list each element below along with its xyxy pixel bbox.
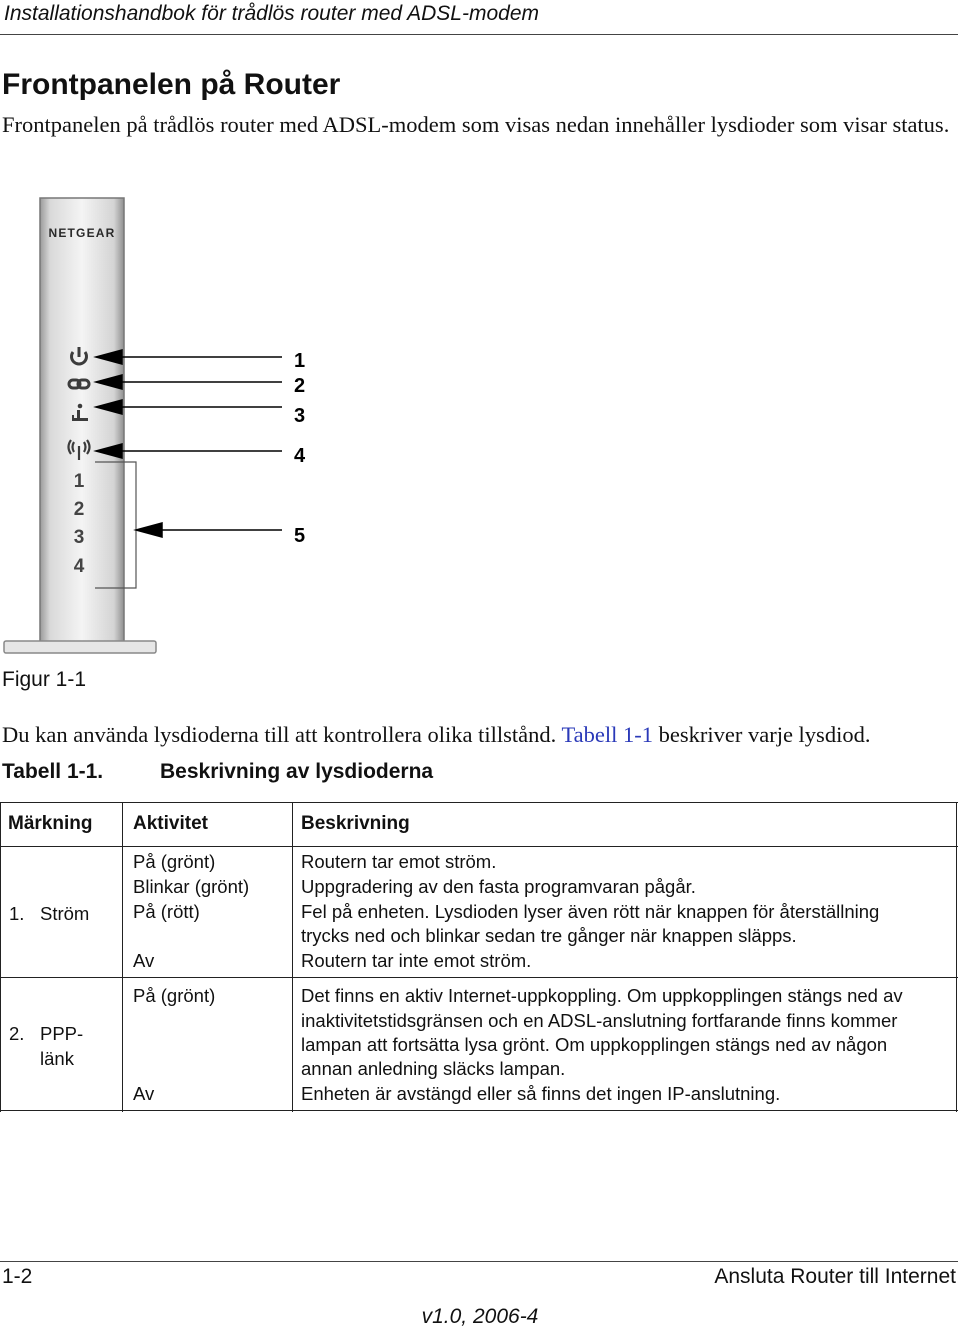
table-rule [0, 802, 1, 1112]
paragraph-text: beskriver varje lysdiod. [653, 722, 871, 747]
row-label-number: 2. [9, 1023, 25, 1044]
column-header-activity: Aktivitet [133, 813, 208, 834]
column-header-label: Märkning [8, 813, 93, 834]
description-line: trycks ned och blinkar sedan tre gånger när knappen släpps. [301, 925, 797, 946]
callout-number: 1 [294, 350, 306, 372]
panel-port-number: 1 [73, 471, 85, 492]
router-front-panel-figure [0, 190, 360, 660]
panel-port-number: 2 [73, 499, 85, 520]
figure-caption: Figur 1-1 [2, 668, 87, 691]
row-label-text: Ström [40, 903, 90, 924]
table-caption-title: Beskrivning av lysdioderna [160, 760, 434, 783]
activity-value: Av [133, 1083, 155, 1104]
activity-value: Blinkar (grönt) [133, 876, 250, 897]
page-number: 1-2 [2, 1265, 33, 1288]
description-line: Uppgradering av den fasta programvaran pågår. [301, 876, 696, 897]
table-rule [0, 802, 958, 803]
table-rule [0, 977, 958, 978]
callout-number: 3 [294, 405, 306, 427]
table-rule [292, 802, 293, 1112]
brand-logo: NETGEAR [48, 226, 116, 240]
table-rule [122, 802, 123, 1112]
running-header: Installationshandbok för trådlös router med ADSL-modem [4, 2, 539, 25]
description-line: Enheten är avstängd eller så finns det ingen IP-anslutning. [301, 1083, 781, 1104]
table-rule [0, 1110, 958, 1111]
row-label-text: länk [40, 1048, 74, 1069]
callout-number: 5 [294, 525, 306, 547]
router-base [4, 641, 156, 653]
description-line: Fel på enheten. Lysdioden lyser även rött när knappen för återställning [301, 901, 880, 922]
callout-number: 4 [294, 445, 306, 467]
activity-value: På (grönt) [133, 985, 216, 1006]
description-line: Det finns en aktiv Internet-uppkoppling. Om uppkopplingen stängs ned av [301, 985, 903, 1006]
table-rule [956, 802, 957, 1112]
paragraph-text: Du kan använda lysdioderna till att kontrollera olika tillstånd. [2, 722, 562, 747]
router-body [40, 198, 124, 645]
led-intro-paragraph [2, 722, 952, 748]
description-line: Routern tar emot ström. [301, 851, 497, 872]
intro-paragraph: Frontpanelen på trådlös router med ADSL-modem som visas nedan innehåller lysdioder som visar status. [2, 112, 950, 137]
column-header-description: Beskrivning [301, 813, 410, 834]
row-label-text: PPP- [40, 1023, 84, 1044]
description-line: lampan att fortsätta lysa grönt. Om uppkopplingen stängs ned av någon [301, 1034, 888, 1055]
description-line: inaktivitetstidsgränsen och en ADSL-anslutning fortfarande finns kommer [301, 1010, 898, 1031]
table-cross-reference-link[interactable]: Tabell 1-1 [561, 722, 653, 747]
header-rule [0, 34, 958, 35]
table-caption-number: Tabell 1-1. [2, 760, 104, 783]
callout-number: 2 [294, 375, 306, 397]
activity-value: Av [133, 950, 155, 971]
led-table [0, 802, 958, 1112]
description-line: Routern tar inte emot ström. [301, 950, 532, 971]
section-title: Frontpanelen på Router [2, 68, 341, 101]
panel-port-number: 3 [73, 527, 85, 548]
activity-value: På (grönt) [133, 851, 216, 872]
description-line: annan anledning släcks lampan. [301, 1058, 566, 1079]
table-caption [2, 760, 434, 784]
chapter-title: Ansluta Router till Internet [714, 1265, 956, 1288]
footer-rule [0, 1261, 958, 1262]
row-label-number: 1. [9, 903, 25, 924]
document-version: v1.0, 2006-4 [421, 1305, 539, 1328]
activity-value: På (rött) [133, 901, 200, 922]
panel-port-number: 4 [73, 556, 85, 577]
table-rule [0, 846, 958, 847]
